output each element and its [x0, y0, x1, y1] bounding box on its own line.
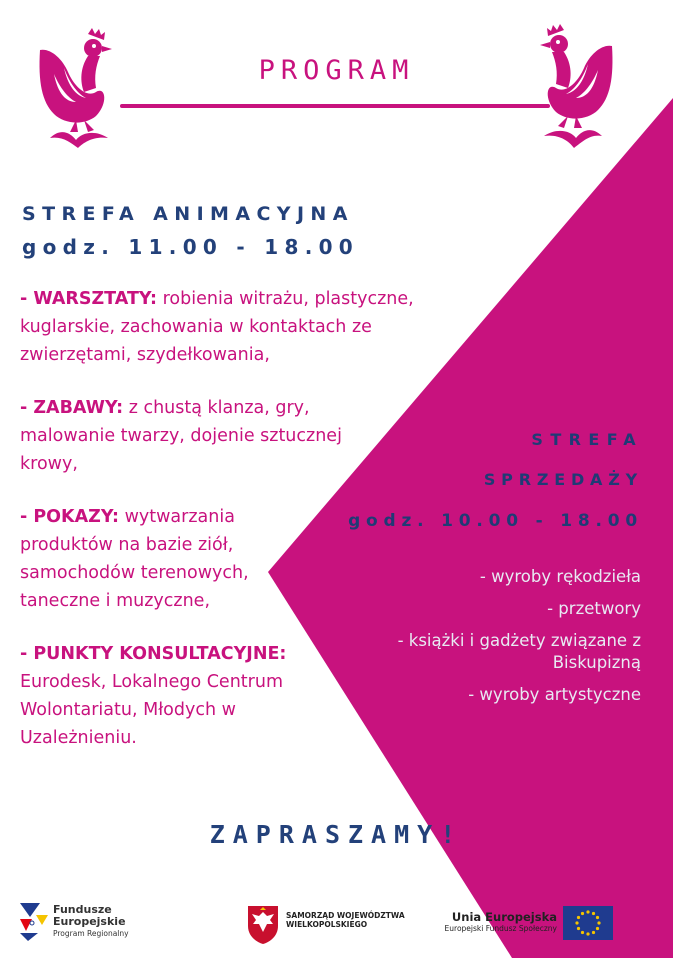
- eu-flag-icon: [563, 906, 613, 940]
- list-item-text: Eurodesk, Lokalnego Centrum Wolontariatu, Młodych w Uzależnieniu.: [20, 672, 283, 748]
- sales-zone-title-line2: SPRZEDAŻY: [483, 470, 643, 489]
- samorzad-logo: [286, 911, 405, 929]
- logo-fe-line1: Fundusze: [53, 903, 112, 916]
- right-rooster-icon: [536, 24, 616, 158]
- animation-zone-hours: godz. 11.00 - 18.00: [22, 235, 360, 259]
- list-item-zabawy: [20, 394, 365, 478]
- list-item-text: z chustą klanza, gry, malowanie twarzy, dojenie sztucznej krowy,: [20, 398, 342, 474]
- list-item-label: - POKAZY:: [20, 507, 120, 527]
- list-item-text: robienia witrażu, plastyczne, kuglarskie, zachowania w kontaktach ze zwierzętami, szydełkowania,: [20, 289, 414, 365]
- wielkopolska-coat-of-arms-icon: [246, 904, 280, 944]
- list-item-label: - PUNKTY KONSULTACYJNE:: [20, 644, 287, 664]
- list-item-pokazy: [20, 503, 252, 615]
- invitation-text: ZAPRASZAMY!: [209, 820, 464, 849]
- list-item-label: - ZABAWY:: [20, 398, 124, 418]
- sales-item: - przetwory: [547, 599, 641, 618]
- list-item-warsztaty: [20, 285, 445, 369]
- fundusze-europejskie-logo-icon: [18, 901, 50, 941]
- logo-samorzad-line2: WIELKOPOLSKIEGO: [286, 920, 368, 929]
- list-item-punkty: [20, 640, 310, 752]
- left-rooster-icon: [36, 28, 116, 158]
- list-item-text: wytwarzania produktów na bazie ziół, samochodów terenowych, taneczne i muzyczne,: [20, 507, 249, 611]
- unia-europejska-logo: [445, 910, 557, 933]
- list-item-label: - WARSZTATY:: [20, 289, 158, 309]
- logo-fe-line3: Program Regionalny: [53, 929, 129, 938]
- logo-samorzad-line1: SAMORZĄD WOJEWÓDZTWA: [286, 911, 405, 920]
- logo-ue-line1: Unia Europejska: [451, 910, 557, 924]
- fundusze-europejskie-logo: [53, 904, 129, 940]
- sales-item: - wyroby rękodzieła: [479, 567, 641, 586]
- logo-fe-line2: Europejskie: [53, 915, 126, 928]
- page-title: PROGRAM: [258, 55, 415, 86]
- sales-item: - wyroby artystyczne: [468, 685, 641, 704]
- title-divider: [120, 104, 550, 108]
- sales-zone-list: [341, 566, 641, 716]
- sales-zone-hours: godz. 10.00 - 18.00: [348, 511, 643, 531]
- animation-zone-title: STREFA ANIMACYJNA: [22, 203, 354, 225]
- logo-ue-line2: Europejski Fundusz Społeczny: [444, 924, 557, 933]
- sales-zone-title-line1: STREFA: [531, 430, 643, 449]
- sales-item: - książki i gadżety związane z Biskupizną: [397, 631, 641, 672]
